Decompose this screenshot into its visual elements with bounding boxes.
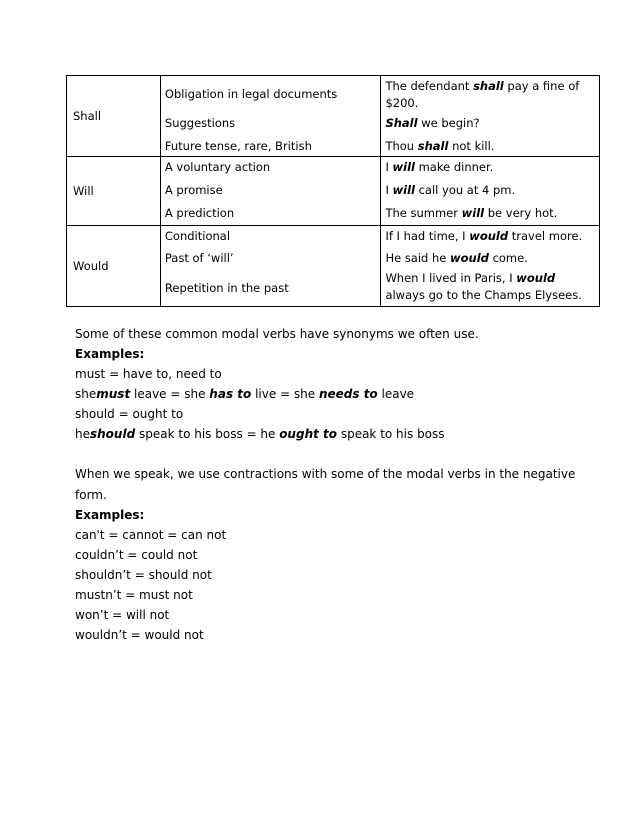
synonyms-intro: Some of these common modal verbs have synonyms we often use. (75, 327, 479, 341)
example-item: When I lived in Paris, I would (385, 271, 556, 285)
modal-emphasis: shall (473, 79, 504, 93)
modal-emphasis: would (516, 271, 556, 285)
use-item: Repetition in the past (164, 281, 289, 295)
contraction-item: shouldn’t = should not (75, 568, 212, 582)
use-item: A voluntary action (164, 160, 271, 174)
verb-cell-will (67, 157, 161, 226)
modal-emphasis: ought to (279, 427, 338, 441)
modal-emphasis: will (461, 206, 485, 220)
modal-emphasis: will (392, 160, 415, 174)
example-item: Shall we begin? (385, 116, 480, 130)
use-item: Future tense, rare, British (164, 139, 312, 153)
modal-emphasis: must (96, 387, 131, 401)
example-item: The summer will be very hot. (385, 206, 558, 220)
contraction-item: wouldn’t = would not (75, 628, 204, 642)
examples-cell-shall (381, 76, 600, 157)
synonym-line: shemust leave = she has to live = she needs to leave (75, 387, 415, 401)
example-item: If I had time, I would travel more. (385, 229, 583, 243)
contraction-item: couldn’t = could not (75, 548, 198, 562)
verb-label: Shall (73, 109, 102, 123)
use-item: A promise (164, 183, 223, 197)
use-item: Suggestions (164, 116, 236, 130)
example-item-continued: $200. (385, 96, 419, 110)
synonym-line: heshould speak to his boss = he ought to speak to his boss (75, 427, 445, 441)
table-row-would (67, 226, 600, 307)
synonym-line: must = have to, need to (75, 367, 222, 381)
example-item-continued: always go to the Champs Elysees. (385, 288, 582, 302)
example-item: He said he would come. (385, 251, 528, 265)
verb-cell-would (67, 226, 161, 307)
uses-cell-would (160, 226, 381, 307)
contractions-intro: When we speak, we use contractions with some of the modal verbs in the negative (75, 467, 576, 481)
examples-cell-would (381, 226, 600, 307)
use-item: Conditional (164, 229, 231, 243)
verb-cell-shall (67, 76, 161, 157)
modal-emphasis: would (469, 229, 509, 243)
verb-label: Will (73, 184, 94, 198)
modal-emphasis: Shall (385, 116, 418, 130)
modal-emphasis: has to (209, 387, 252, 401)
use-item: Obligation in legal documents (164, 87, 338, 101)
verb-label: Would (73, 259, 109, 273)
table-row-will (67, 157, 600, 226)
contractions-intro-continued: form. (75, 488, 107, 502)
uses-cell-shall (160, 76, 381, 157)
modal-emphasis: will (392, 183, 415, 197)
uses-cell-will (160, 157, 381, 226)
table-row-shall (67, 76, 600, 157)
contractions-examples-label: Examples: (75, 508, 145, 522)
example-item: Thou shall not kill. (385, 139, 495, 153)
example-item: The defendant shall pay a fine of (385, 79, 580, 93)
contraction-item: can't = cannot = can not (75, 528, 227, 542)
example-item: I will call you at 4 pm. (385, 183, 516, 197)
use-item: Past of ‘will’ (164, 251, 234, 265)
modal-emphasis: shall (417, 139, 449, 153)
modal-emphasis: would (450, 251, 489, 265)
use-item: A prediction (164, 206, 235, 220)
examples-cell-will (381, 157, 600, 226)
modal-emphasis: needs to (318, 387, 378, 401)
contraction-item: mustn’t = must not (75, 588, 193, 602)
modal-verbs-table (66, 75, 600, 307)
modal-emphasis: should (90, 427, 136, 441)
synonym-line: should = ought to (75, 407, 184, 421)
example-item: I will make dinner. (385, 160, 494, 174)
contraction-item: won’t = will not (75, 608, 170, 622)
synonyms-examples-label: Examples: (75, 347, 145, 361)
